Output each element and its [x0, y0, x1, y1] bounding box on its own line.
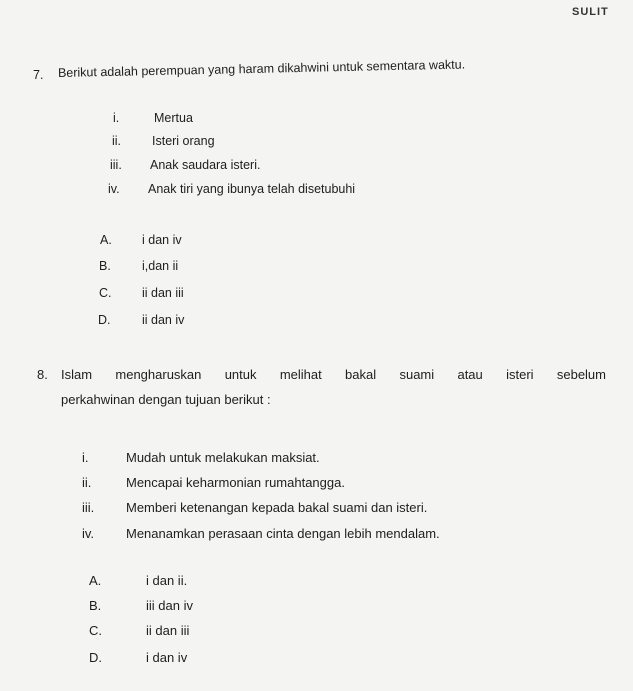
- statement-text: Menanamkan perasaan cinta dengan lebih mendalam.: [126, 526, 440, 541]
- option-letter[interactable]: B.: [99, 259, 111, 273]
- statement-roman: iii.: [110, 158, 122, 172]
- option-text[interactable]: i,dan ii: [142, 259, 179, 273]
- statement-roman: iv.: [82, 526, 95, 541]
- option-letter[interactable]: D.: [89, 650, 102, 665]
- option-text[interactable]: i dan iv: [146, 650, 188, 665]
- corner-mark: SULIT: [572, 6, 609, 18]
- question-number: 7.: [33, 68, 44, 82]
- statement-roman: i.: [82, 450, 89, 465]
- option-letter[interactable]: D.: [98, 313, 111, 327]
- statement-roman: ii.: [112, 134, 122, 148]
- option-text[interactable]: ii dan iii: [146, 623, 190, 638]
- statement-roman: iv.: [108, 182, 120, 196]
- statement-text: Mencapai keharmonian rumahtangga.: [126, 475, 345, 490]
- statement-text: Anak tiri yang ibunya telah disetubuhi: [148, 182, 356, 196]
- question-stem: Berikut adalah perempuan yang haram dikahwini untuk sementara waktu.: [57, 57, 466, 80]
- option-text[interactable]: ii dan iii: [142, 286, 184, 300]
- statement-roman: iii.: [82, 500, 95, 515]
- option-text[interactable]: i dan ii.: [146, 573, 188, 588]
- option-text[interactable]: ii dan iv: [142, 313, 185, 327]
- option-text[interactable]: i dan iv: [142, 233, 182, 247]
- option-text[interactable]: iii dan iv: [146, 598, 193, 613]
- option-letter[interactable]: C.: [89, 623, 102, 638]
- option-letter[interactable]: A.: [100, 233, 112, 247]
- option-letter[interactable]: B.: [89, 598, 102, 613]
- statement-text: Memberi ketenangan kepada bakal suami dan isteri.: [126, 500, 428, 515]
- question-stem-continued: perkahwinan dengan tujuan berikut :: [61, 392, 271, 407]
- statement-text: Isteri orang: [152, 134, 215, 148]
- question-stem: Islam mengharuskan untuk melihat bakal suami atau isteri sebelum: [61, 367, 606, 382]
- statement-text: Mertua: [154, 111, 193, 125]
- option-letter[interactable]: C.: [99, 286, 112, 300]
- statement-roman: ii.: [82, 475, 92, 490]
- statement-text: Anak saudara isteri.: [150, 158, 261, 172]
- question-number: 8.: [37, 367, 48, 382]
- option-letter[interactable]: A.: [89, 573, 102, 588]
- statement-text: Mudah untuk melakukan maksiat.: [126, 450, 320, 465]
- statement-roman: i.: [113, 111, 120, 125]
